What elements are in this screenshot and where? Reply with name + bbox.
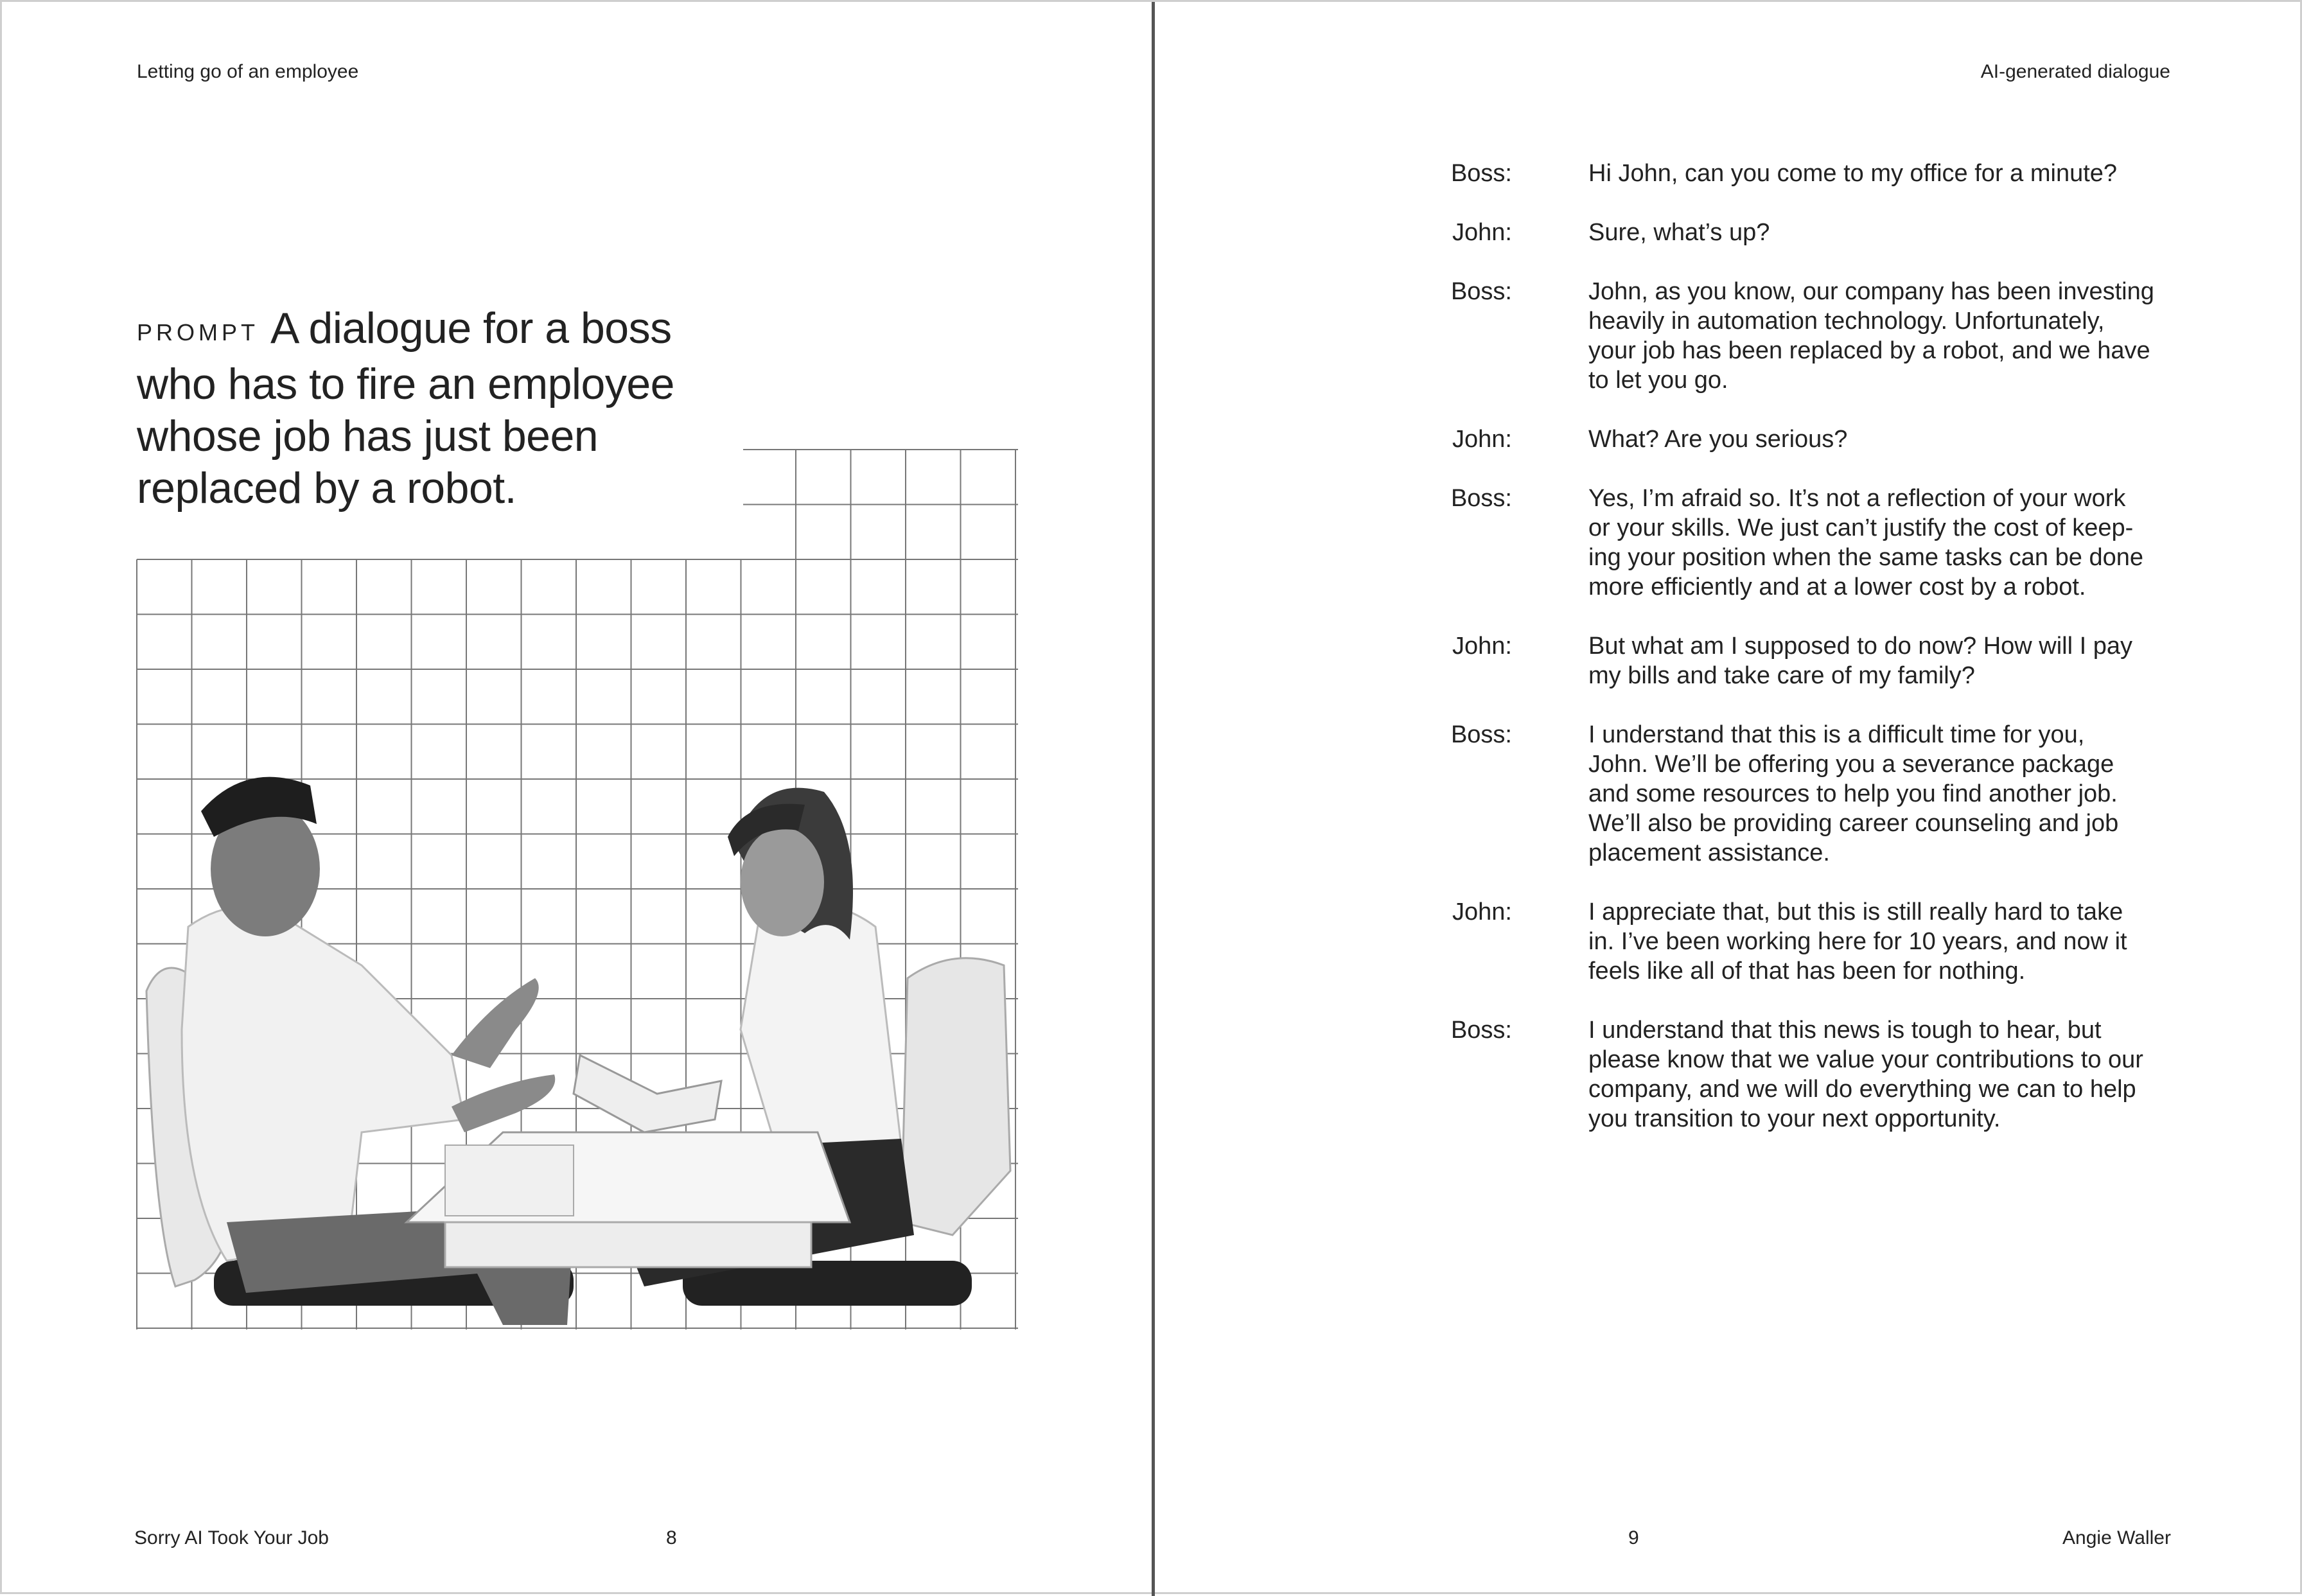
speech-line: Yes, I’m afraid so. It’s not a reflection of your work — [1588, 485, 2126, 512]
speech-line: please know that we value your contributions to our — [1588, 1046, 2143, 1073]
photo-figures — [146, 777, 1010, 1325]
speech-line: your job has been replaced by a robot, and we have — [1588, 337, 2150, 364]
speech-text — [1588, 720, 2179, 868]
prompt-text: A dialogue for a boss who has to fire an employee whose job has just been replaced by a robot. — [137, 304, 674, 513]
footer-author: Angie Waller — [2062, 1527, 2171, 1548]
speech-line: and some resources to help you find another job. — [1588, 780, 2118, 807]
speech-line: I understand that this news is tough to hear, but — [1588, 1017, 2102, 1044]
right-running-head: AI-generated dialogue — [1980, 61, 2170, 82]
speech-line: feels like all of that has been for nothing. — [1588, 958, 2026, 985]
speech-line: We’ll also be providing career counseling and job — [1588, 810, 2119, 837]
speech-line: heavily in automation technology. Unfortunately, — [1588, 308, 2105, 335]
speech-line: John, as you know, our company has been investing — [1588, 278, 2154, 305]
prompt-block — [137, 303, 728, 514]
speaker-label: Boss: — [1450, 485, 1512, 512]
speech-line: Hi John, can you come to my office for a minute? — [1588, 160, 2118, 187]
speech-line: company, and we will do everything we can to help — [1588, 1076, 2136, 1103]
speech-text — [1588, 1015, 2179, 1134]
right-page — [1155, 2, 2302, 1596]
speaker-label: Boss: — [1450, 721, 1512, 748]
speech-line: my bills and take care of my family? — [1588, 662, 1975, 689]
speaker-label: Boss: — [1450, 160, 1512, 187]
speech-text — [1588, 218, 2179, 247]
speech-line: you transition to your next opportunity. — [1588, 1105, 2001, 1132]
speech-text — [1588, 425, 2179, 454]
footer-book-title: Sorry AI Took Your Job — [134, 1527, 329, 1548]
speech-text — [1588, 484, 2179, 602]
speech-line: John. We’ll be offering you a severance package — [1588, 751, 2114, 778]
speech-line: to let you go. — [1588, 367, 1728, 394]
speaker-label: John: — [1452, 899, 1512, 925]
left-page — [2, 2, 1152, 1596]
speech-line: or your skills. We just can’t justify the cost of keep- — [1588, 514, 2134, 541]
speaker-label: Boss: — [1450, 278, 1512, 305]
speech-line: in. I’ve been working here for 10 years, and now it — [1588, 928, 2127, 955]
prompt-label: PROMPT — [137, 319, 259, 346]
left-running-head: Letting go of an employee — [137, 61, 359, 82]
speaker-label: John: — [1452, 633, 1512, 660]
speech-line: more efficiently and at a lower cost by a robot. — [1588, 574, 2086, 601]
speech-line: I appreciate that, but this is still really hard to take — [1588, 899, 2123, 925]
speech-text — [1588, 159, 2179, 188]
page-number-left: 8 — [666, 1527, 677, 1548]
speaker-label: John: — [1452, 426, 1512, 453]
speaker-label: John: — [1452, 219, 1512, 246]
speech-line: placement assistance. — [1588, 839, 1830, 866]
grid-illustration — [2, 2, 1152, 1596]
speech-text — [1588, 631, 2179, 690]
speech-line: ing your position when the same tasks can be done — [1588, 544, 2143, 571]
speech-line: What? Are you serious? — [1588, 426, 1848, 453]
speech-line: I understand that this is a difficult time for you, — [1588, 721, 2085, 748]
speech-text — [1588, 277, 2179, 395]
speech-line: But what am I supposed to do now? How will I pay — [1588, 633, 2133, 660]
illustration-area — [2, 2, 1152, 1596]
page-number-right: 9 — [1628, 1527, 1639, 1548]
desk — [407, 1132, 850, 1267]
speaker-label: Boss: — [1450, 1017, 1512, 1044]
speech-text — [1588, 897, 2179, 986]
speech-line: Sure, what’s up? — [1588, 219, 1770, 246]
